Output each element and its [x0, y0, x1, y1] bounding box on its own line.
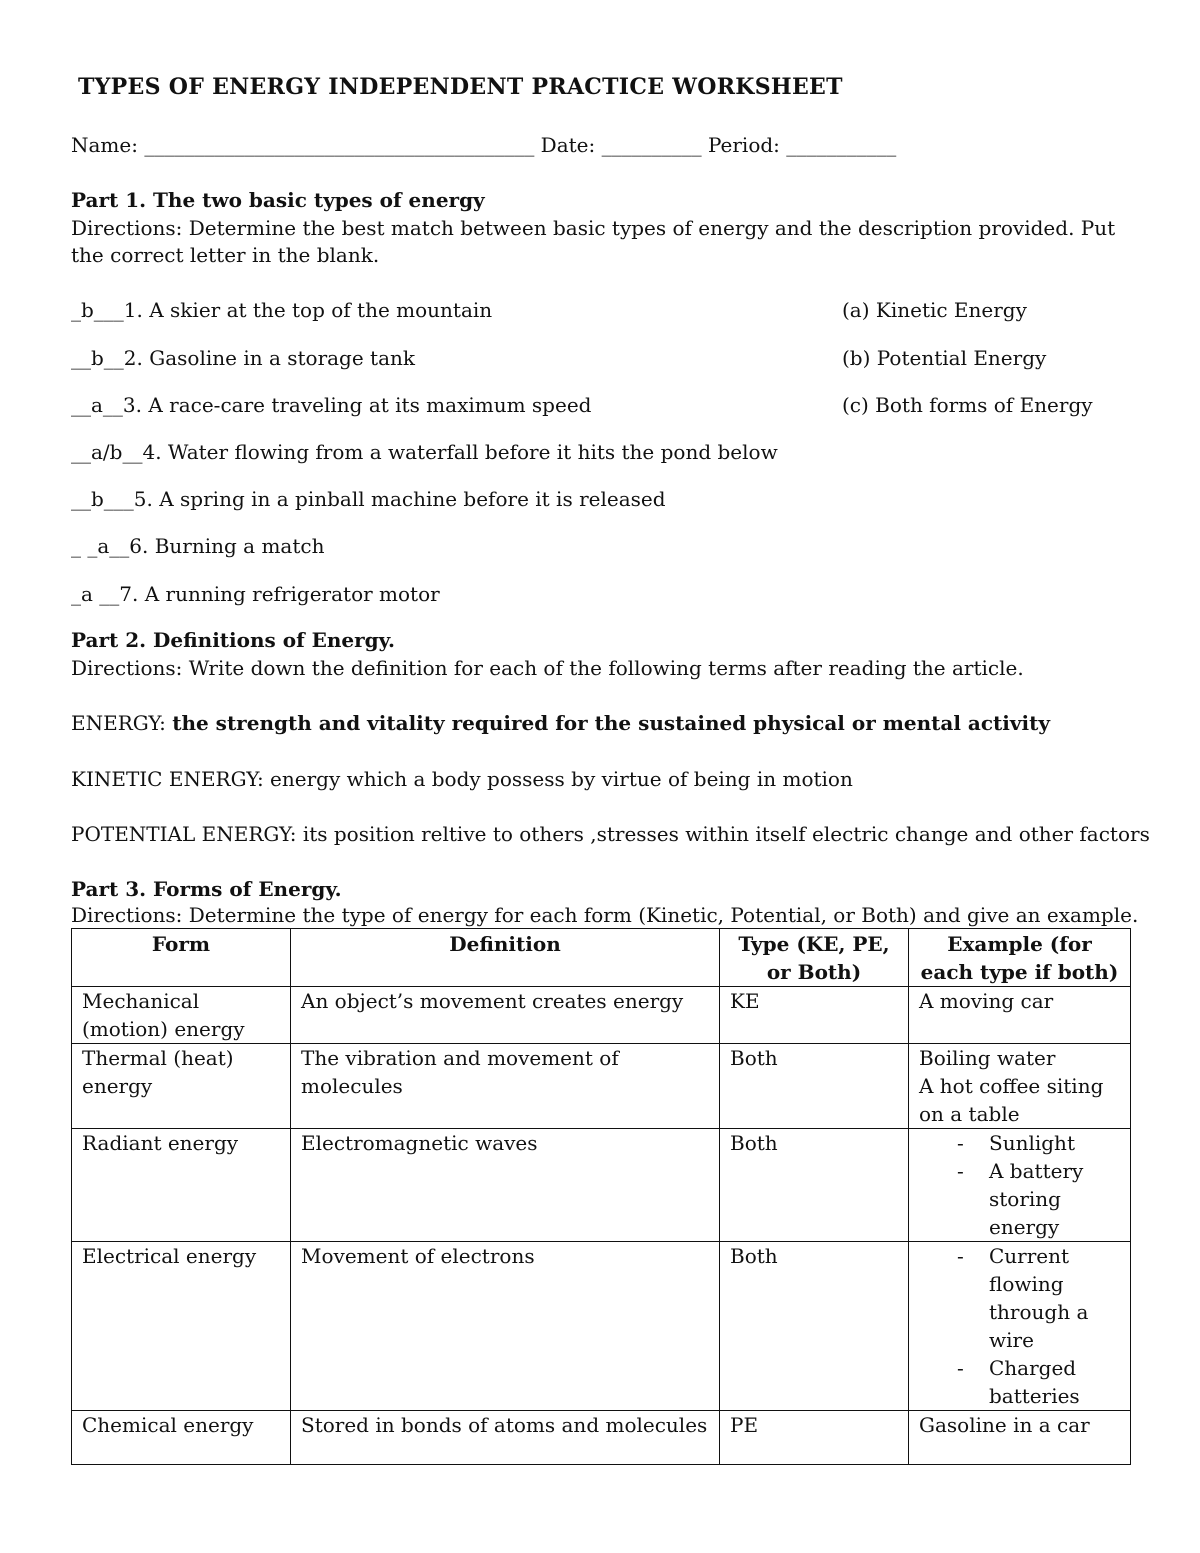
- type-cell: Both: [720, 1242, 909, 1411]
- part1-item: __b___5. A spring in a pinball machine before it is released: [71, 487, 666, 511]
- part1-directions-line-1: Directions: Determine the best match between basic types of energy and the description provided. Put: [71, 216, 1116, 240]
- part1-item: __b__2. Gasoline in a storage tank: [71, 346, 416, 370]
- choice-both: (c) Both forms of Energy: [842, 393, 1093, 417]
- part1-item: _a __7. A running refrigerator motor: [71, 582, 440, 606]
- example-list: [919, 1242, 1120, 1410]
- part2-heading: Part 2. Definitions of Energy.: [71, 628, 395, 652]
- definition-cell: An object’s movement creates energy: [291, 987, 720, 1044]
- definition-cell: The vibration and movement of molecules: [291, 1044, 720, 1129]
- definition-cell: Electromagnetic waves: [291, 1129, 720, 1242]
- example-cell: Gasoline in a car: [909, 1411, 1131, 1465]
- table-row: [72, 1129, 1131, 1242]
- form-cell: Radiant energy: [72, 1129, 291, 1242]
- type-cell: PE: [720, 1411, 909, 1465]
- type-cell: Both: [720, 1129, 909, 1242]
- forms-of-energy-table: [71, 928, 1131, 1465]
- energy-definition: [71, 710, 1050, 736]
- type-cell: Both: [720, 1044, 909, 1129]
- example-item: - Sunlight: [919, 1129, 1120, 1157]
- definition-cell: Movement of electrons: [291, 1242, 720, 1411]
- part3-directions: Directions: Determine the type of energy for each form (Kinetic, Potential, or Both) and give an example.: [71, 903, 1139, 927]
- example-cell: [909, 1242, 1131, 1411]
- part2-directions: Directions: Write down the definition for each of the following terms after reading the article.: [71, 656, 1024, 680]
- part1-item: _b___1. A skier at the top of the mountain: [71, 298, 493, 322]
- form-cell: Chemical energy: [72, 1411, 291, 1465]
- part3-heading: Part 3. Forms of Energy.: [71, 877, 342, 901]
- header-form: Form: [72, 929, 291, 987]
- table-row: [72, 1242, 1131, 1411]
- example-cell: [909, 1044, 1131, 1129]
- part1-item: _ _a__6. Burning a match: [71, 534, 325, 558]
- example-item: - Charged batteries: [919, 1354, 1120, 1410]
- potential-definition: POTENTIAL ENERGY: its position reltive to others ,stresses within itself electric change and other factors: [71, 822, 1150, 846]
- header-definition: Definition: [291, 929, 720, 987]
- part1-item: __a/b__4. Water flowing from a waterfall before it hits the pond below: [71, 440, 778, 464]
- type-cell: KE: [720, 987, 909, 1044]
- definition-cell: Stored in bonds of atoms and molecules: [291, 1411, 720, 1465]
- table-header-row: [72, 929, 1131, 987]
- header-type: Type (KE, PE, or Both): [720, 929, 909, 987]
- table-row: [72, 1044, 1131, 1129]
- form-cell: Electrical energy: [72, 1242, 291, 1411]
- choice-potential: (b) Potential Energy: [842, 346, 1047, 370]
- header-example: Example (for each type if both): [909, 929, 1131, 987]
- table-row: [72, 987, 1131, 1044]
- form-cell: Thermal (heat) energy: [72, 1044, 291, 1129]
- part1-heading: Part 1. The two basic types of energy: [71, 188, 485, 212]
- kinetic-definition: KINETIC ENERGY: energy which a body possess by virtue of being in motion: [71, 767, 853, 791]
- part1-item: __a__3. A race-care traveling at its maximum speed: [71, 393, 592, 417]
- example-item: - Current flowing through a wire: [919, 1242, 1120, 1354]
- energy-label: ENERGY:: [71, 711, 173, 735]
- example-list: [919, 1129, 1120, 1241]
- name-date-period-line: Name: _______________________________________ Date: __________ Period: ___________: [71, 133, 897, 157]
- example-item: - A battery storing energy: [919, 1157, 1120, 1241]
- choice-kinetic: (a) Kinetic Energy: [842, 298, 1027, 322]
- example-cell: [909, 1129, 1131, 1242]
- energy-answer: the strength and vitality required for the sustained physical or mental activity: [172, 711, 1050, 735]
- example-line: A hot coffee siting on a table: [919, 1074, 1104, 1126]
- example-line: Boiling water: [919, 1046, 1056, 1070]
- form-cell: Mechanical (motion) energy: [72, 987, 291, 1044]
- worksheet-title: TYPES OF ENERGY INDEPENDENT PRACTICE WORKSHEET: [78, 74, 843, 100]
- example-cell: A moving car: [909, 987, 1131, 1044]
- table-row: [72, 1411, 1131, 1465]
- part1-directions-line-2: the correct letter in the blank.: [71, 243, 380, 267]
